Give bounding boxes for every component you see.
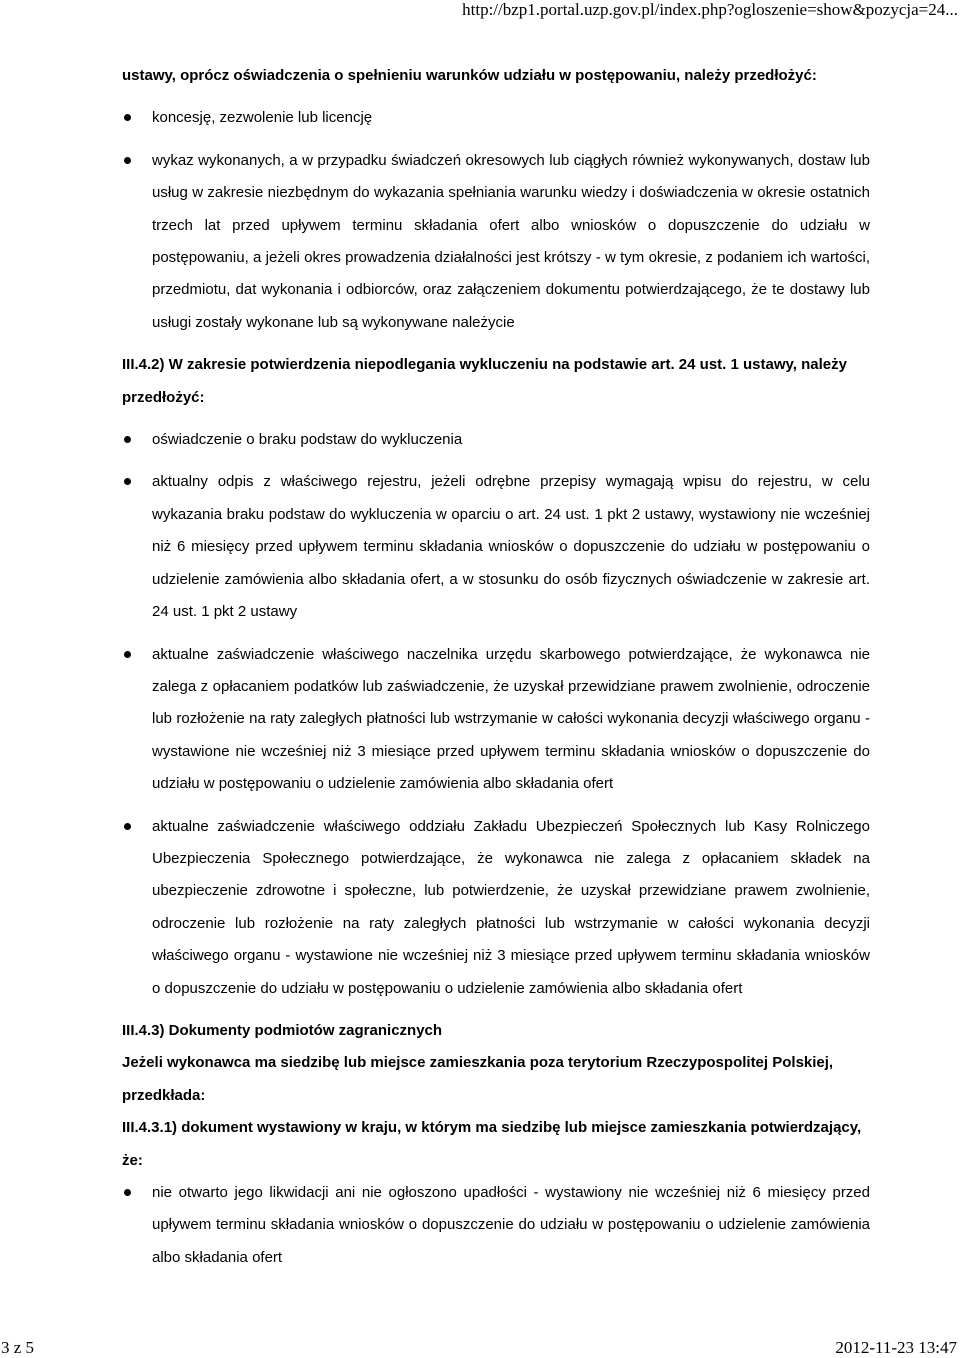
- list-item-text: nie otwarto jego likwidacji ani nie ogłoszono upadłości - wystawiony nie wcześniej niż 6 miesięcy przed upływem terminu składania wniosków o dopuszczenie do udziału w postępowaniu o udzielenie zamówienia albo składania ofert: [152, 1184, 870, 1266]
- documents-list-2: [122, 424, 870, 1005]
- bullet-icon: [124, 478, 131, 485]
- list-item-text: koncesję, zezwolenie lub licencję: [152, 109, 373, 127]
- list-item-text: aktualne zaświadczenie właściwego oddziału Zakładu Ubezpieczeń Społecznych lub Kasy Rolniczego Ubezpieczenia Społecznego potwierdzające, że wykonawca nie zalega z opłacaniem składek na ubezpieczenie zdrowotne i społeczne, lub potwierdzenie, że uzyskał przewidziane prawem zwolnienie, odroczenie lub rozłożenie na raty zaległych płatności lub wstrzymanie w całości wykonania decyzji właściwego organu - wystawione nie wcześniej niż 3 miesiące przed upływem terminu składania wniosków o dopuszczenie do udziału w postępowaniu o udzielenie zamówienia albo składania ofert: [152, 817, 870, 997]
- list-item-text: aktualne zaświadczenie właściwego naczelnika urzędu skarbowego potwierdzające, że wykonawca nie zalega z opłacaniem podatków lub zaświadczenie, że uzyskał przewidziane prawem zwolnienie, odroczenie lub rozłożenie na raty zaległych płatności lub wstrzymanie w całości wykonania decyzji właściwego organu - wystawione nie wcześniej niż 3 miesiące przed upływem terminu składania wniosków o dopuszczenie do udziału w postępowaniu o udzielenie zamówienia albo składania ofert: [152, 645, 870, 793]
- page-number: 3 z 5: [1, 1338, 35, 1357]
- list-item-text: wykaz wykonanych, a w przypadku świadczeń okresowych lub ciągłych również wykonywanych, dostaw lub usług w zakresie niezbędnym do wykazania spełniania warunku wiedzy i doświadczenia w okresie ostatnich trzech lat przed upływem terminu składania ofert albo wniosków o dopuszczenie do udziału w postępowaniu, a jeżeli okres prowadzenia działalności jest krótszy - w tym okresie, z podaniem ich wartości, przedmiotu, dat wykonania i odbiorców, oraz załączeniem dokumentu potwierdzającego, że te dostawy lub usługi zostały wykonane lub są wykonywane należycie: [152, 151, 870, 331]
- bullet-icon: [124, 651, 131, 658]
- bullet-icon: [124, 1189, 131, 1196]
- bullet-icon: [124, 823, 131, 830]
- section-heading: III.4.3) Dokumenty podmiotów zagranicznych: [122, 1021, 443, 1039]
- list-item: [122, 102, 870, 134]
- intro-text: ustawy, oprócz oświadczenia o spełnieniu warunków udziału w postępowaniu, należy przedłożyć:: [122, 67, 817, 84]
- list-item: [122, 424, 870, 456]
- documents-list-1: [122, 102, 870, 339]
- list-item: [122, 145, 870, 339]
- bullet-icon: [124, 114, 131, 121]
- section-heading: III.4.2) W zakresie potwierdzenia niepodlegania wykluczeniu na podstawie art. 24 ust. 1 ustawy, należy przedłożyć:: [122, 356, 847, 406]
- page-url: http://bzp1.portal.uzp.gov.pl/index.php?ogloszenie=show&pozycja=24...: [462, 0, 958, 19]
- list-item-text: aktualny odpis z właściwego rejestru, jeżeli odrębne przepisy wymagają wpisu do rejestru, w celu wykazania braku podstaw do wykluczenia w oparciu o art. 24 ust. 1 pkt 2 ustawy, wystawiony nie wcześniej niż 6 miesięcy przed upływem terminu składania wniosków o dopuszczenie do udziału w postępowaniu o udzielenie zamówienia albo składania ofert, a w stosunku do osób fizycznych oświadczenie w zakresie art. 24 ust. 1 pkt 2 ustawy: [152, 473, 870, 621]
- print-datetime: 2012-11-23 13:47: [835, 1338, 957, 1357]
- list-item: [122, 639, 870, 801]
- list-item: [122, 466, 870, 628]
- documents-list-3: [122, 1177, 870, 1274]
- section-heading: III.4.3.1) dokument wystawiony w kraju, w którym ma siedzibę lub miejsce zamieszkania potwierdzający, że:: [122, 1119, 862, 1169]
- section-subheading: Jeżeli wykonawca ma siedzibę lub miejsce zamieszkania poza terytorium Rzeczypospolitej Polskiej, przedkłada:: [122, 1054, 834, 1104]
- list-item-text: oświadczenie o braku podstaw do wykluczenia: [152, 431, 463, 449]
- bullet-icon: [124, 436, 131, 443]
- bullet-icon: [124, 157, 131, 164]
- list-item: [122, 1177, 870, 1274]
- document-content: [122, 60, 870, 1284]
- list-item: [122, 811, 870, 1005]
